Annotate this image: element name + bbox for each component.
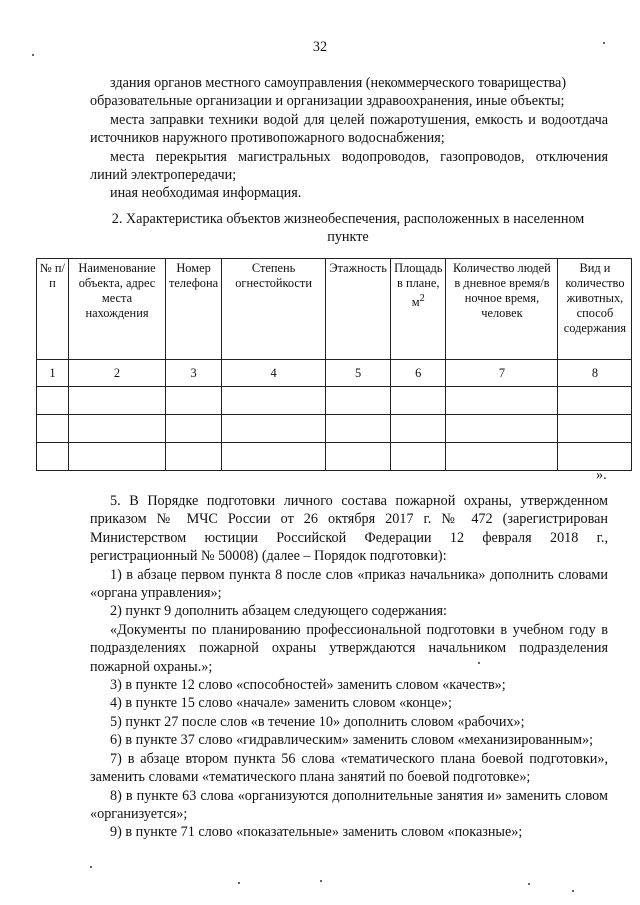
subitem-6: 6) в пункте 37 слово «гидравлическим» заменить словом «механизированным»; bbox=[110, 732, 594, 749]
section-2-title-line-1: 2. Характеристика объектов жизнеобеспечения, расположенных в населенном bbox=[111, 211, 585, 227]
subitem-4: 4) в пункте 15 слово «начале» заменить словом «конце»; bbox=[110, 695, 452, 712]
table-cell bbox=[166, 415, 222, 443]
table-cell bbox=[222, 443, 326, 471]
table-closing-quote: ». bbox=[596, 467, 607, 483]
col-header-fire-resistance: Степень огнестойкости bbox=[222, 259, 326, 360]
col-header-floors: Этажность bbox=[326, 259, 391, 360]
table-cell bbox=[326, 443, 391, 471]
table-cell bbox=[446, 443, 558, 471]
col-header-number: № п/п bbox=[37, 259, 69, 360]
table-cell bbox=[69, 387, 166, 415]
col-number-1: 1 bbox=[37, 360, 69, 387]
col-header-object-name: Наименование объекта, адрес места нахождения bbox=[69, 259, 166, 360]
col-header-animals: Вид и количество животных, способ содержания bbox=[558, 259, 632, 360]
intro-line-2: образовательные организации и организации здравоохранения, иные объекты; bbox=[90, 93, 565, 110]
subitem-1: 1) в абзаце первом пункта 8 после слов «приказ начальника» дополнить словами «органа управления»; bbox=[90, 566, 608, 602]
item-5-main: 5. В Порядке подготовки личного состава пожарной охраны, утвержденном приказом № МЧС России от 26 октября 2017 г. № 472 (зарегистрирован Министерством юстиции Российской Федерации 12 февраля 2018 г., регистрационный № 50008) (далее – Порядок подготовки): bbox=[90, 493, 608, 565]
area-label: Площадь в плане, м bbox=[394, 261, 443, 310]
table-cell bbox=[37, 415, 69, 443]
table-cell bbox=[558, 387, 632, 415]
col-number-8: 8 bbox=[558, 360, 632, 387]
table-cell bbox=[391, 443, 446, 471]
table-cell bbox=[166, 443, 222, 471]
table-cell bbox=[166, 387, 222, 415]
table-cell bbox=[558, 415, 632, 443]
table-cell bbox=[391, 415, 446, 443]
subitem-2-quote: «Документы по планированию профессиональной подготовки в учебном году в подразделениях пожарной охраны утверждаются начальником подразделения пожарной охраны.»; bbox=[90, 621, 608, 675]
subitem-5: 5) пункт 27 после слов «в течение 10» дополнить словом «рабочих»; bbox=[110, 713, 525, 730]
col-number-3: 3 bbox=[166, 360, 222, 387]
scan-speck bbox=[320, 880, 322, 882]
subitem-3: 3) в пункте 12 слово «способностей» заменить словом «качеств»; bbox=[110, 677, 506, 694]
table-cell bbox=[37, 443, 69, 471]
table-cell bbox=[222, 415, 326, 443]
table-row bbox=[37, 415, 632, 443]
table-row bbox=[37, 387, 632, 415]
table-cell bbox=[326, 387, 391, 415]
col-number-5: 5 bbox=[326, 360, 391, 387]
table-cell bbox=[326, 415, 391, 443]
subitem-7: 7) в абзаце втором пункта 56 слова «тематического плана боевой подготовки», заменить словами «тематического плана занятий по боевой подготовке»; bbox=[90, 750, 608, 786]
table-cell bbox=[69, 415, 166, 443]
item-5-block bbox=[90, 492, 608, 842]
col-number-6: 6 bbox=[391, 360, 446, 387]
subitem-2: 2) пункт 9 дополнить абзацем следующего содержания: bbox=[110, 603, 447, 620]
table-numbering-row bbox=[37, 360, 632, 387]
section-2-title-line-2: пункте bbox=[327, 229, 369, 246]
table-cell bbox=[558, 443, 632, 471]
table-row bbox=[37, 443, 632, 471]
intro-block bbox=[90, 74, 608, 203]
subitem-9: 9) в пункте 71 слово «показательные» заменить словом «показные»; bbox=[110, 824, 523, 841]
table-cell bbox=[37, 387, 69, 415]
subitem-8: 8) в пункте 63 слова «организуются дополнительные занятия и» заменить словом «организуется»; bbox=[90, 787, 608, 822]
col-number-7: 7 bbox=[446, 360, 558, 387]
scan-speck bbox=[478, 662, 480, 664]
col-header-area bbox=[391, 259, 446, 360]
table-cell bbox=[446, 387, 558, 415]
table-cell bbox=[222, 387, 326, 415]
scan-speck bbox=[238, 882, 240, 884]
scan-speck bbox=[603, 42, 605, 44]
col-number-2: 2 bbox=[69, 360, 166, 387]
scan-speck bbox=[90, 866, 92, 868]
col-header-phone: Номер телефона bbox=[166, 259, 222, 360]
intro-paragraph-water: места заправки техники водой для целей пожаротушения, емкость и водоотдача источников наружного противопожарного водоснабжения; bbox=[90, 111, 608, 147]
intro-paragraph-shutoff: места перекрытия магистральных водопроводов, газопроводов, отключения линий электропередачи; bbox=[90, 148, 608, 184]
table-cell bbox=[69, 443, 166, 471]
table-cell bbox=[446, 415, 558, 443]
area-superscript: 2 bbox=[419, 293, 425, 304]
page-number: 32 bbox=[312, 39, 328, 55]
life-support-objects-table bbox=[36, 258, 632, 471]
col-header-people-count: Количество людей в дневное время/в ночное время, человек bbox=[446, 259, 558, 360]
scan-speck bbox=[572, 890, 574, 892]
scan-speck bbox=[528, 883, 530, 885]
intro-line-1: здания органов местного самоуправления (некоммерческого товарищества) bbox=[110, 75, 567, 91]
intro-paragraph-other: иная необходимая информация. bbox=[110, 185, 302, 202]
section-2-title bbox=[88, 210, 608, 247]
scan-speck bbox=[32, 54, 34, 56]
col-number-4: 4 bbox=[222, 360, 326, 387]
table-cell bbox=[391, 387, 446, 415]
table-header-row bbox=[37, 259, 632, 360]
